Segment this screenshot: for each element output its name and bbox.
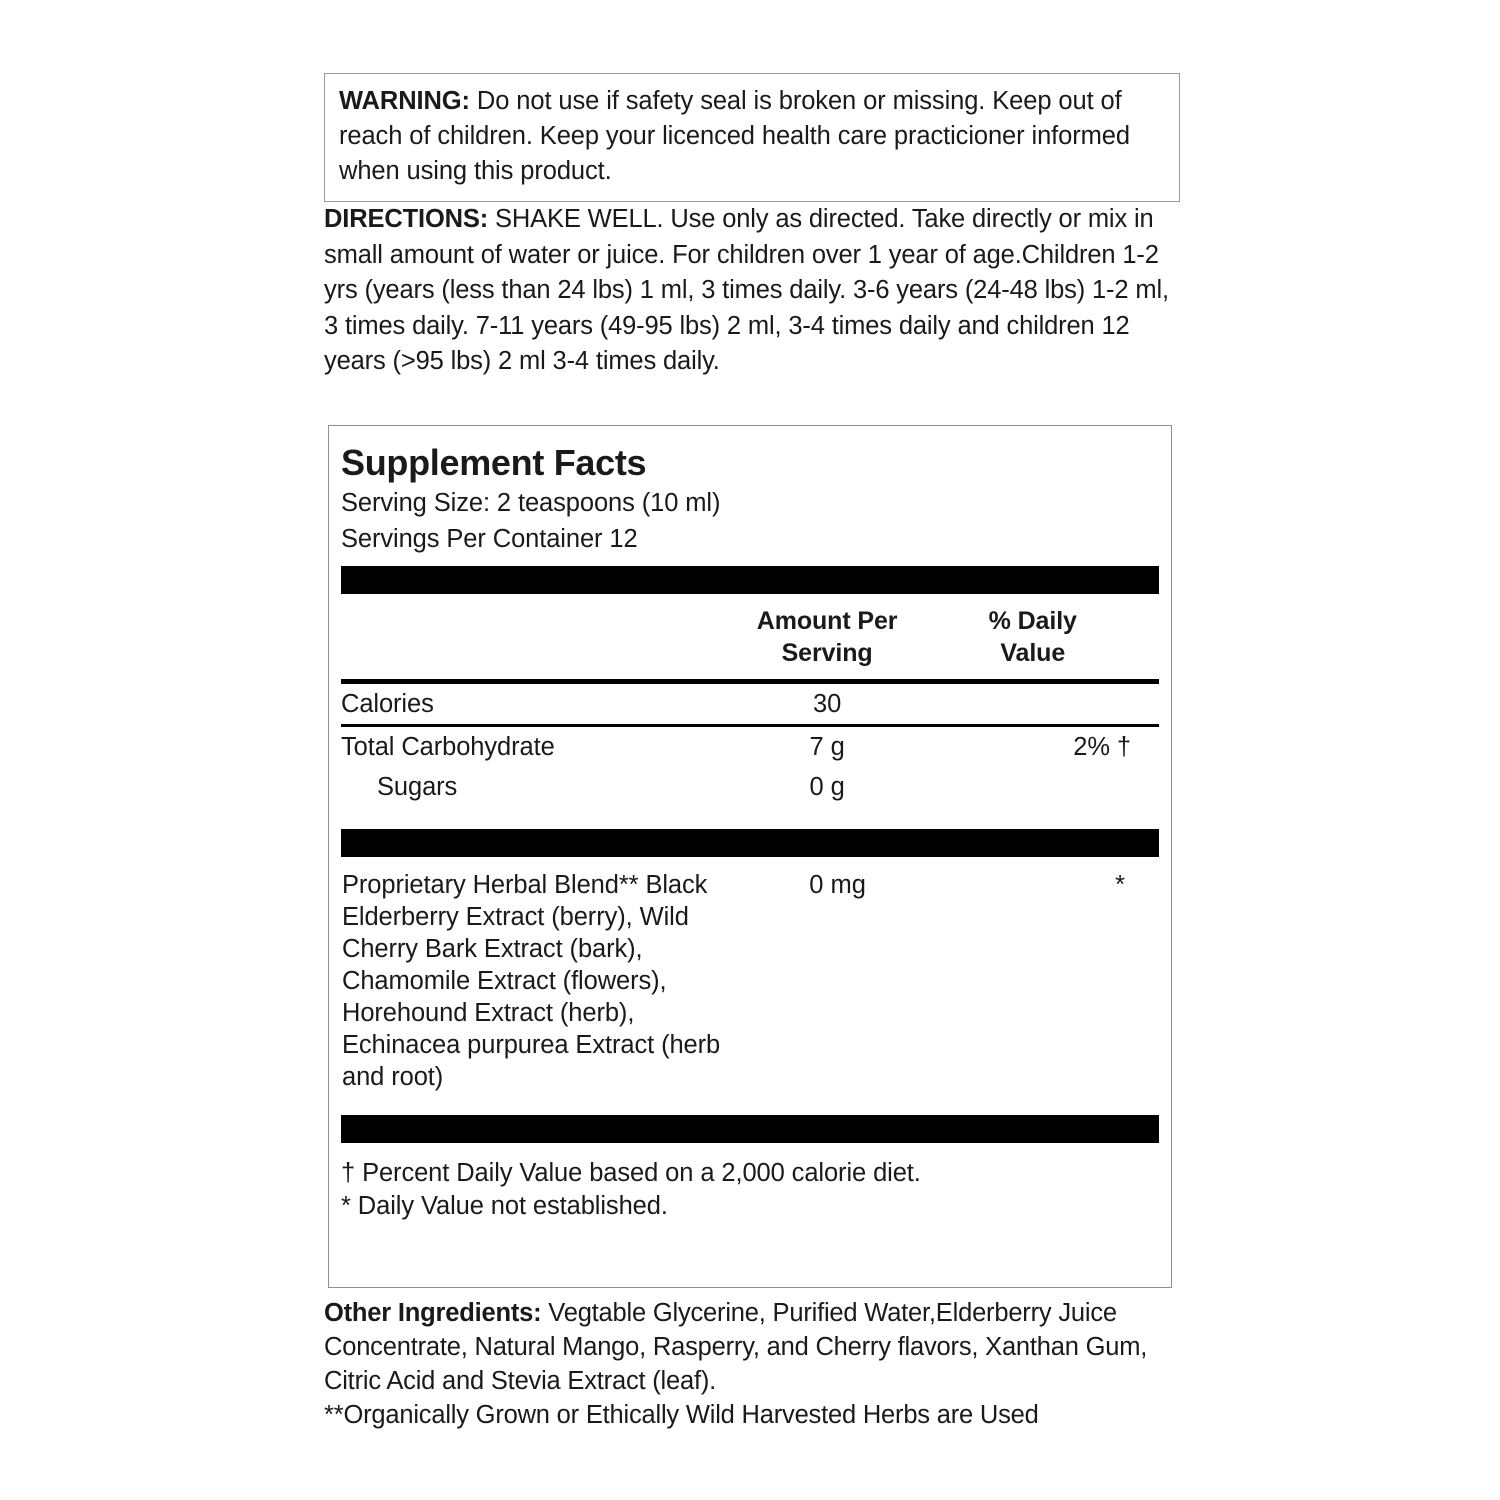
- top-black-bar: [341, 566, 1159, 594]
- warning-body: Do not use if safety seal is broken or missing. Keep out of reach of children. Keep your licenced health care practicioner informed when using this product.: [339, 87, 1130, 185]
- header-amount-line2: Serving: [781, 639, 873, 667]
- proprietary-blend-dv: *: [1115, 871, 1125, 899]
- header-percent-daily-value: [954, 594, 1159, 679]
- header-blank-cell: [341, 594, 738, 679]
- row-total-carbohydrate-dv: 2% †: [1073, 733, 1131, 761]
- proprietary-blend-name: Proprietary Herbal Blend** Black Elderberry Extract (berry), Wild Cherry Bark Extract (bark), Chamomile Extract (flowers), Horehound Extract (herb), Echinacea purpurea Extract (herb and root): [342, 871, 721, 1091]
- row-total-carbohydrate-name: Total Carbohydrate: [341, 733, 555, 761]
- supplement-facts-panel: [328, 425, 1172, 1288]
- table-row: [341, 857, 1159, 1103]
- servings-per-container: Servings Per Container 12: [341, 525, 638, 553]
- header-dv-line2: Value: [1000, 639, 1066, 667]
- row-sugars-name: Sugars: [377, 773, 458, 801]
- directions-section: [324, 202, 1186, 380]
- row-sugars-amount: 0 g: [809, 773, 845, 801]
- proprietary-blend-amount: 0 mg: [809, 871, 866, 899]
- mid-black-bar: [341, 829, 1159, 857]
- header-amount-per-serving: [738, 594, 955, 679]
- footnote-daily-value-basis: † Percent Daily Value based on a 2,000 calorie diet.: [341, 1159, 921, 1187]
- warning-paragraph: [339, 84, 1165, 189]
- table-header-row: [341, 594, 1159, 679]
- footnote-dv-not-established: * Daily Value not established.: [341, 1192, 668, 1220]
- warning-label: WARNING:: [339, 87, 470, 115]
- header-dv-line1: % Daily: [988, 607, 1077, 635]
- bottom-black-bar: [341, 1115, 1159, 1143]
- blend-table: [341, 857, 1159, 1103]
- row-total-carbohydrate-amount: 7 g: [809, 733, 845, 761]
- table-row: [341, 727, 1159, 767]
- organic-sourcing-note: **Organically Grown or Ethically Wild Harvested Herbs are Used: [324, 1401, 1039, 1429]
- row-calories-amount: 30: [813, 690, 842, 718]
- footnotes-section: [341, 1143, 1159, 1223]
- header-amount-line1: Amount Per: [756, 607, 898, 635]
- table-row: [341, 684, 1159, 724]
- other-ingredients-paragraph: [324, 1296, 1190, 1398]
- other-ingredients-section: [324, 1296, 1190, 1432]
- directions-paragraph: [324, 202, 1186, 380]
- other-ingredients-label: Other Ingredients:: [324, 1299, 542, 1327]
- directions-body: SHAKE WELL. Use only as directed. Take directly or mix in small amount of water or juice. For children over 1 year of age.Children 1-2 yrs (years (less than 24 lbs) 1 ml, 3 times daily. 3-6 years (24-48 lbs) 1-2 ml, 3 times daily. 7-11 years (49-95 lbs) 2 ml, 3-4 times daily and children 12 years (>95 lbs) 2 ml 3-4 times daily.: [324, 205, 1169, 375]
- serving-size: Serving Size: 2 teaspoons (10 ml): [341, 489, 721, 517]
- table-row: [341, 767, 1159, 807]
- row-calories-name: Calories: [341, 690, 434, 718]
- row-calories-dv: [954, 684, 1159, 724]
- other-ingredients-body: Vegtable Glycerine, Purified Water,Elderberry Juice Concentrate, Natural Mango, Rasperry, and Cherry flavors, Xanthan Gum, Citric Acid and Stevia Extract (leaf).: [324, 1299, 1148, 1395]
- supplement-facts-title: Supplement Facts: [341, 442, 647, 483]
- warning-box: [324, 73, 1180, 202]
- nutrition-table: [341, 594, 1159, 807]
- directions-label: DIRECTIONS:: [324, 205, 489, 233]
- row-sugars-dv: [954, 767, 1159, 807]
